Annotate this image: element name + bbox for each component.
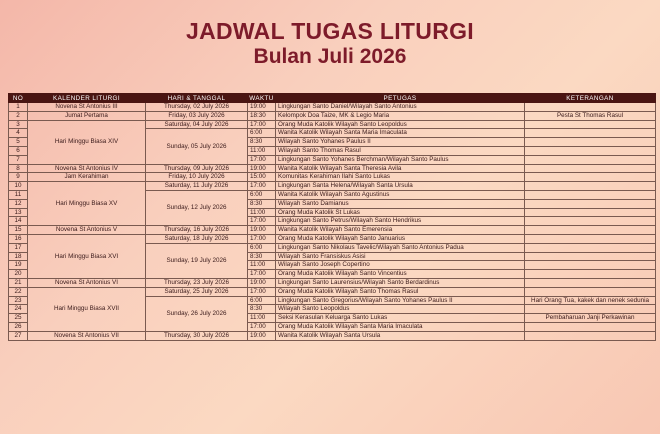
cell-keterangan [525, 287, 656, 296]
cell-kalender: Novena St Antonius VII [28, 331, 146, 340]
cell-no: 1 [9, 103, 28, 112]
cell-petugas: Orang Muda Katolik St Lukas [276, 208, 525, 217]
cell-waktu: 11:00 [248, 314, 276, 323]
cell-no: 18 [9, 252, 28, 261]
cell-no: 22 [9, 287, 28, 296]
cell-keterangan [525, 199, 656, 208]
cell-tanggal: Sunday, 26 July 2026 [146, 296, 248, 331]
cell-no: 13 [9, 208, 28, 217]
cell-waktu: 11:00 [248, 146, 276, 155]
cell-waktu: 17:00 [248, 234, 276, 243]
cell-waktu: 8:30 [248, 252, 276, 261]
cell-tanggal: Friday, 10 July 2026 [146, 173, 248, 182]
cell-waktu: 11:00 [248, 208, 276, 217]
cell-no: 4 [9, 129, 28, 138]
cell-keterangan [525, 164, 656, 173]
cell-petugas: Lingkungan Santo Nikolaus Tavelic/Wilayah Santo Antonius Padua [276, 243, 525, 252]
cell-tanggal: Saturday, 04 July 2026 [146, 120, 248, 129]
cell-petugas: Orang Muda Katolik Wilayah Santo Thomas Rasul [276, 287, 525, 296]
cell-no: 2 [9, 111, 28, 120]
cell-petugas: Wilayah Santo Fransiskus Asisi [276, 252, 525, 261]
cell-no: 14 [9, 217, 28, 226]
cell-no: 26 [9, 322, 28, 331]
cell-waktu: 15:00 [248, 173, 276, 182]
cell-kalender: Hari Minggu Biasa XV [28, 182, 146, 226]
table-row [9, 287, 656, 296]
cell-kalender: Novena St Antonius IV [28, 164, 146, 173]
cell-waktu: 6:00 [248, 190, 276, 199]
cell-petugas: Lingkungan Santo Gregorius/Wilayah Santo Yohanes Paulus II [276, 296, 525, 305]
cell-petugas: Wilayah Santo Leopoldus [276, 305, 525, 314]
col-header-no: NO [9, 94, 28, 103]
cell-waktu: 19:00 [248, 164, 276, 173]
cell-kalender: Novena St Antonius VI [28, 278, 146, 287]
table-row [9, 234, 656, 243]
cell-keterangan [525, 278, 656, 287]
cell-keterangan [525, 226, 656, 235]
cell-petugas: Lingkungan Santo Daniel/Wilayah Santo Antonius [276, 103, 525, 112]
cell-tanggal: Sunday, 12 July 2026 [146, 190, 248, 225]
cell-waktu: 19:00 [248, 278, 276, 287]
cell-petugas: Wilayah Santo Yohanes Paulus II [276, 138, 525, 147]
cell-tanggal: Thursday, 02 July 2026 [146, 103, 248, 112]
table-row [9, 120, 656, 129]
cell-petugas: Wanita Katolik Wilayah Santo Agustinus [276, 190, 525, 199]
page-subtitle: Bulan Juli 2026 [253, 45, 407, 68]
cell-petugas: Wanita Katolik Wilayah Santa Theresia Avila [276, 164, 525, 173]
cell-keterangan [525, 120, 656, 129]
cell-petugas: Wilayah Santo Thomas Rasul [276, 146, 525, 155]
cell-no: 16 [9, 234, 28, 243]
cell-keterangan: Pembaharuan Janji Perkawinan [525, 314, 656, 323]
cell-tanggal: Friday, 03 July 2026 [146, 111, 248, 120]
table-row [9, 164, 656, 173]
cell-tanggal: Thursday, 23 July 2026 [146, 278, 248, 287]
cell-no: 20 [9, 270, 28, 279]
cell-waktu: 8:30 [248, 138, 276, 147]
cell-waktu: 17:00 [248, 287, 276, 296]
cell-waktu: 11:00 [248, 261, 276, 270]
table-row [9, 226, 656, 235]
cell-waktu: 17:00 [248, 270, 276, 279]
col-header-kalender: KALENDER LITURGI [28, 94, 146, 103]
table-row [9, 103, 656, 112]
cell-no: 25 [9, 314, 28, 323]
cell-waktu: 8:30 [248, 305, 276, 314]
cell-waktu: 17:00 [248, 120, 276, 129]
cell-petugas: Orang Muda Katolik Wilayah Santa Maria Imaculata [276, 322, 525, 331]
cell-tanggal: Saturday, 11 July 2026 [146, 182, 248, 191]
cell-petugas: Orang Muda Katolik Wilayah Santo Vincentius [276, 270, 525, 279]
cell-kalender: Hari Minggu Biasa XIV [28, 120, 146, 164]
cell-no: 24 [9, 305, 28, 314]
cell-waktu: 17:00 [248, 155, 276, 164]
cell-waktu: 17:00 [248, 217, 276, 226]
cell-keterangan [525, 322, 656, 331]
cell-petugas: Komunitas Kerahiman Ilahi Santo Lukas [276, 173, 525, 182]
cell-keterangan [525, 305, 656, 314]
cell-tanggal: Thursday, 16 July 2026 [146, 226, 248, 235]
cell-petugas: Wanita Katolik Wilayah Santa Ursula [276, 331, 525, 340]
cell-no: 15 [9, 226, 28, 235]
cell-tanggal: Saturday, 18 July 2026 [146, 234, 248, 243]
cell-no: 21 [9, 278, 28, 287]
cell-no: 7 [9, 155, 28, 164]
cell-no: 17 [9, 243, 28, 252]
table-row [9, 331, 656, 340]
cell-tanggal: Sunday, 19 July 2026 [146, 243, 248, 278]
cell-waktu: 6:00 [248, 296, 276, 305]
cell-keterangan [525, 138, 656, 147]
cell-petugas: Lingkungan Santa Helena/Wilayah Santa Ursula [276, 182, 525, 191]
cell-petugas: Kelompok Doa Taize, MK & Legio Maria [276, 111, 525, 120]
cell-petugas: Orang Muda Katolik Wilayah Santo Leopoldus [276, 120, 525, 129]
cell-keterangan [525, 155, 656, 164]
cell-no: 5 [9, 138, 28, 147]
cell-keterangan [525, 252, 656, 261]
table-row [9, 173, 656, 182]
cell-keterangan [525, 190, 656, 199]
cell-tanggal: Sunday, 05 July 2026 [146, 129, 248, 164]
cell-keterangan [525, 261, 656, 270]
cell-no: 9 [9, 173, 28, 182]
cell-petugas: Wilayah Santo Damianus [276, 199, 525, 208]
cell-keterangan [525, 173, 656, 182]
cell-petugas: Seksi Kerasulan Keluarga Santo Lukas [276, 314, 525, 323]
cell-no: 6 [9, 146, 28, 155]
table-row [9, 278, 656, 287]
cell-petugas: Wilayah Santo Joseph Copertino [276, 261, 525, 270]
cell-keterangan [525, 182, 656, 191]
cell-petugas: Wanita Katolik Wilayah Santo Emerensia [276, 226, 525, 235]
col-header-waktu: WAKTU [249, 94, 274, 102]
cell-waktu: 6:00 [248, 243, 276, 252]
cell-keterangan [525, 208, 656, 217]
cell-no: 27 [9, 331, 28, 340]
table-header-row [9, 94, 656, 103]
cell-keterangan [525, 146, 656, 155]
cell-no: 10 [9, 182, 28, 191]
cell-keterangan: Pesta St Thomas Rasul [525, 111, 656, 120]
cell-keterangan [525, 331, 656, 340]
cell-keterangan [525, 243, 656, 252]
cell-keterangan: Hari Orang Tua, kakek dan nenek sedunia [525, 296, 656, 305]
cell-tanggal: Saturday, 25 July 2026 [146, 287, 248, 296]
cell-waktu: 19:00 [248, 103, 276, 112]
cell-kalender: Hari Minggu Biasa XVII [28, 287, 146, 331]
cell-keterangan [525, 129, 656, 138]
cell-waktu: 19:00 [248, 331, 276, 340]
col-header-petugas: PETUGAS [276, 94, 525, 103]
cell-waktu: 17:00 [248, 322, 276, 331]
cell-petugas: Wanita Katolik Wilayah Santa Maria Imaculata [276, 129, 525, 138]
cell-no: 3 [9, 120, 28, 129]
schedule-table [8, 93, 656, 341]
cell-kalender: Jam Kerahiman [28, 173, 146, 182]
cell-waktu: 19:00 [248, 226, 276, 235]
cell-waktu: 8:30 [248, 199, 276, 208]
cell-kalender: Hari Minggu Biasa XVI [28, 234, 146, 278]
cell-petugas: Lingkungan Santo Yohanes Berchman/Wilayah Santo Paulus [276, 155, 525, 164]
table-row [9, 111, 656, 120]
cell-no: 11 [9, 190, 28, 199]
cell-kalender: Novena St Antonius III [28, 103, 146, 112]
cell-petugas: Orang Muda Katolik Wilayah Santo Januarius [276, 234, 525, 243]
cell-no: 12 [9, 199, 28, 208]
cell-tanggal: Thursday, 09 July 2026 [146, 164, 248, 173]
cell-keterangan [525, 103, 656, 112]
col-header-tanggal: HARI & TANGGAL [146, 94, 248, 103]
cell-petugas: Lingkungan Santo Laurensius/Wilayah Santo Berdardinus [276, 278, 525, 287]
cell-waktu: 18:30 [248, 111, 276, 120]
cell-no: 23 [9, 296, 28, 305]
cell-kalender: Novena St Antonius V [28, 226, 146, 235]
cell-keterangan [525, 234, 656, 243]
page-title: JADWAL TUGAS LITURGI [186, 18, 474, 44]
cell-keterangan [525, 217, 656, 226]
cell-petugas: Lingkungan Santo Petrus/Wilayah Santo Hendrikus [276, 217, 525, 226]
cell-no: 8 [9, 164, 28, 173]
cell-waktu: 6:00 [248, 129, 276, 138]
cell-tanggal: Thursday, 30 July 2026 [146, 331, 248, 340]
cell-waktu: 17:00 [248, 182, 276, 191]
cell-kalender: Jumat Pertama [28, 111, 146, 120]
cell-no: 19 [9, 261, 28, 270]
cell-keterangan [525, 270, 656, 279]
table-row [9, 182, 656, 191]
col-header-keterangan: KETERANGAN [525, 94, 656, 103]
